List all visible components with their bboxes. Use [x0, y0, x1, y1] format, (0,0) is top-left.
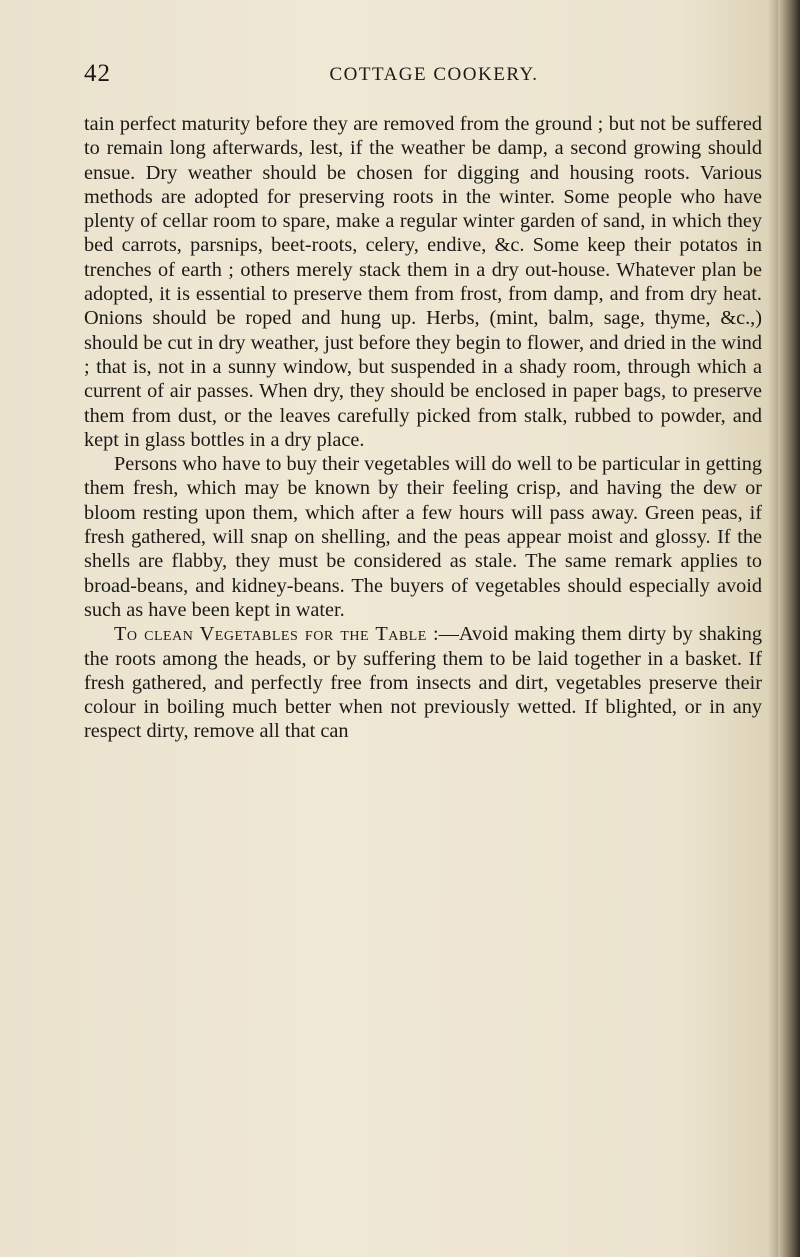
section-heading: To clean Vegetables for the Table [114, 623, 427, 646]
paragraph-cleaning-body: :—Avoid making them dirty by shaking the roots among the heads, or by suffering them to be laid together in a basket. If fresh gathered, and perfectly free from insects and dirt, vegetables preserve their colour in boiling much better when not previously wetted. If blighted, or in any respect dirty, remove all that can [84, 623, 762, 743]
page-number: 42 [84, 60, 111, 87]
page-header [84, 60, 764, 100]
paragraph-roots-and-herbs: tain perfect maturity before they are removed from the ground ; but not be suffered to remain long afterwards, lest, if the weather be damp, a second growing should ensue. Dry weather should be chosen for digging and housing roots. Various methods are adopted for preserving roots in the winter. Some people who have plenty of cellar room to spare, make a regular winter garden of sand, in which they bed carrots, parsnips, beet-roots, celery, endive, &c. Some keep their potatos in trenches of earth ; others merely stack them in a dry out-house. Whatever plan be adopted, it is essential to preserve them from frost, from damp, and from dry heat. Onions should be roped and hung up. Herbs, (mint, balm, sage, thyme, &c.,) should be cut in dry weather, just before they begin to flower, and dried in the wind ; that is, not in a sunny window, but suspended in a shady room, through which a current of air passes. When dry, they should be enclosed in paper bags, to preserve them from dust, or the leaves carefully picked from stalk, rubbed to powder, and kept in glass bottles in a dry place. [84, 113, 762, 451]
body-text [84, 112, 762, 744]
paragraph-buying-vegetables: Persons who have to buy their vegetables will do well to be particular in getting them fresh, which may be known by their feeling crisp, and having the dew or bloom resting upon them, which after a few hours will pass away. Green peas, if fresh gathered, will snap on shelling, and the peas appear moist and glossy. If the shells are flabby, they must be considered as stale. The same remark applies to broad-beans, and kidney-beans. The buyers of vegetables should especially avoid such as have been kept in water. [84, 453, 762, 621]
book-binding-edge [778, 0, 800, 1257]
paragraph-cleaning-vegetables [84, 622, 762, 743]
running-head: COTTAGE COOKERY. [329, 64, 539, 85]
